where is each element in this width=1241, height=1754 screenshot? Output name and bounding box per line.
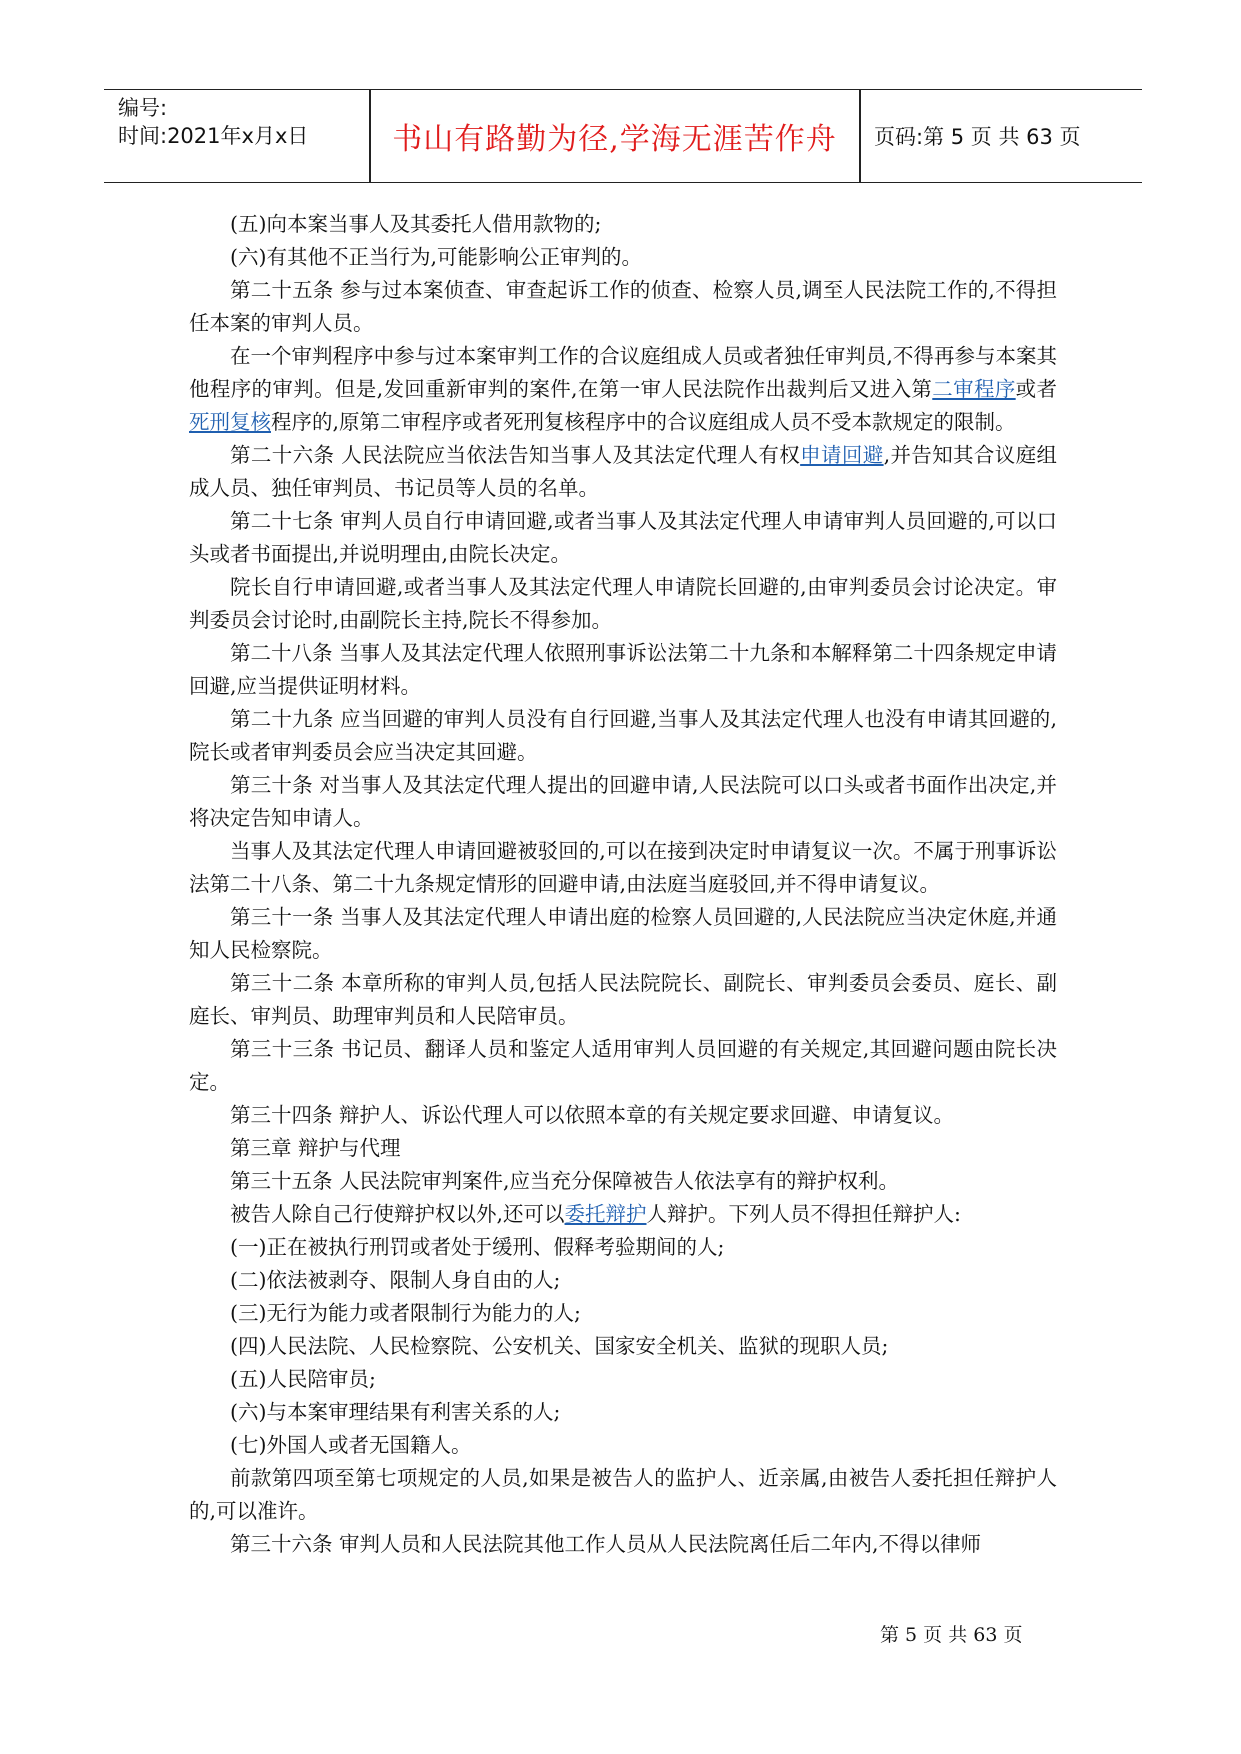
link-entrusted-defense[interactable]: 委托辩护 [564, 1202, 647, 1226]
list-item: (七)外国人或者无国籍人。 [230, 1433, 472, 1457]
list-item: (五)人民陪审员; [230, 1367, 376, 1391]
text-segment: 被告人除自己行使辩护权以外,还可以 [230, 1202, 565, 1226]
header-slogan: 书山有路勤为径,学海无涯苦作舟 [392, 122, 837, 157]
paragraph: 第三十四条 辩护人、诉讼代理人可以依照本章的有关规定要求回避、申请复议。 [230, 1103, 955, 1127]
link-apply-recusal[interactable]: 申请回避 [800, 443, 884, 467]
text-segment: 或者 [1015, 377, 1058, 401]
page-footer: 第 5 页 共 63 页 [880, 1624, 1023, 1646]
paragraph: 第三十条 对当事人及其法定代理人提出的回避申请,人民法院可以口头或者书面作出决定,并将决定告知申请人。 [189, 773, 1057, 830]
paragraph: 第三十一条 当事人及其法定代理人申请出庭的检察人员回避的,人民法院应当决定休庭,并通知人民检察院。 [189, 905, 1057, 962]
paragraph: 第二十五条 参与过本案侦查、审查起诉工作的侦查、检察人员,调至人民法院工作的,不得担任本案的审判人员。 [189, 278, 1057, 335]
paragraph: 当事人及其法定代理人申请回避被驳回的,可以在接到决定时申请复议一次。不属于刑事诉讼法第二十八条、第二十九条规定情形的回避申请,由法庭当庭驳回,并不得申请复议。 [189, 839, 1057, 896]
text-segment: 人辩护。下列人员不得担任辩护人: [646, 1202, 961, 1226]
header-number: 编号: [118, 96, 168, 120]
header-time: 时间:2021年x月x日 [118, 124, 309, 148]
header-meta [118, 94, 358, 150]
page-header [104, 89, 1142, 183]
document-body [189, 208, 1057, 1561]
list-item: (四)人民法院、人民检察院、公安机关、国家安全机关、监狱的现职人员; [230, 1334, 889, 1358]
text-segment: ,并告知其合议庭组成人员、独任审判员、书记员等人员的名单。 [189, 443, 1058, 500]
text-segment: 第二十六条 人民法院应当依法告知当事人及其法定代理人有权 [230, 443, 801, 467]
paragraph: (六)有其他不正当行为,可能影响公正审判的。 [230, 245, 643, 269]
paragraph: 第二十七条 审判人员自行申请回避,或者当事人及其法定代理人申请审判人员回避的,可以口头或者书面提出,并说明理由,由院长决定。 [189, 509, 1057, 566]
list-item: (三)无行为能力或者限制行为能力的人; [230, 1301, 581, 1325]
paragraph: 第三十三条 书记员、翻译人员和鉴定人适用审判人员回避的有关规定,其回避问题由院长决定。 [189, 1037, 1057, 1094]
paragraph: (五)向本案当事人及其委托人借用款物的; [230, 212, 602, 236]
text-segment: 程序的,原第二审程序或者死刑复核程序中的合议庭组成人员不受本款规定的限制。 [271, 410, 1016, 434]
chapter-heading: 第三章 辩护与代理 [230, 1136, 401, 1160]
paragraph: 前款第四项至第七项规定的人员,如果是被告人的监护人、近亲属,由被告人委托担任辩护人的,可以准许。 [189, 1466, 1057, 1523]
paragraph [189, 340, 1057, 439]
text-segment: 在一个审判程序中参与过本案审判工作的合议庭组成人员或者独任审判员,不得再参与本案其他程序的审判。但是,发回重新审判的案件,在第一审人民法院作出裁判后又进入第 [189, 344, 1057, 401]
list-item: (二)依法被剥夺、限制人身自由的人; [230, 1268, 561, 1292]
list-item: (六)与本案审理结果有利害关系的人; [230, 1400, 561, 1424]
header-divider-right [859, 90, 861, 182]
paragraph [189, 439, 1057, 505]
paragraph: 院长自行申请回避,或者当事人及其法定代理人申请院长回避的,由审判委员会讨论决定。审判委员会讨论时,由副院长主持,院长不得参加。 [189, 575, 1057, 632]
paragraph: 第三十六条 审判人员和人民法院其他工作人员从人民法院离任后二年内,不得以律师 [230, 1532, 982, 1556]
paragraph: 第二十九条 应当回避的审判人员没有自行回避,当事人及其法定代理人也没有申请其回避的,院长或者审判委员会应当决定其回避。 [189, 707, 1057, 764]
paragraph: 第二十八条 当事人及其法定代理人依照刑事诉讼法第二十九条和本解释第二十四条规定申请回避,应当提供证明材料。 [189, 641, 1057, 698]
paragraph: 第三十五条 人民法院审判案件,应当充分保障被告人依法享有的辩护权利。 [230, 1169, 900, 1193]
header-page-number: 页码:第 5 页 共 63 页 [874, 125, 1081, 149]
link-death-penalty-review[interactable]: 死刑复核 [189, 410, 271, 434]
link-second-instance-procedure[interactable]: 二审程序 [932, 377, 1016, 401]
paragraph: 第三十二条 本章所称的审判人员,包括人民法院院长、副院长、审判委员会委员、庭长、副庭长、审判员、助理审判员和人民陪审员。 [189, 971, 1057, 1028]
list-item: (一)正在被执行刑罚或者处于缓刑、假释考验期间的人; [230, 1235, 725, 1259]
paragraph [189, 1198, 1057, 1231]
